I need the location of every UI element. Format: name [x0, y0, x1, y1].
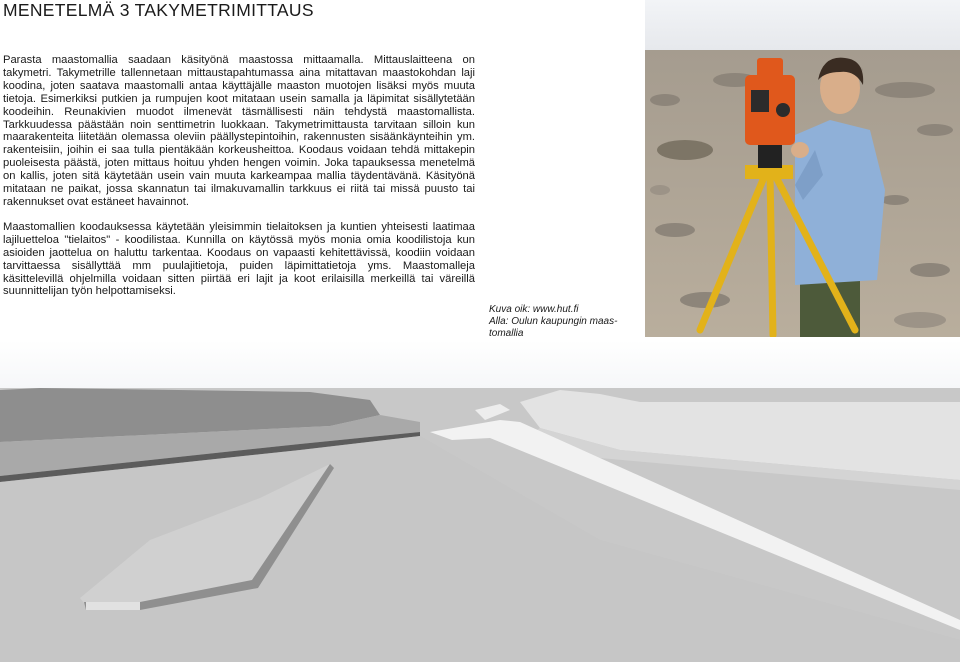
paragraph-coding: Maastomallien koodauksessa käytetään yleisimmin tielaitoksen ja kuntien yhteisesti laatimaa lajiluetteloa "tielaitos" - koodilistaa. Kunnilla on käytössä myös monia omia koodilistoja kun asioiden jaottelua on haluttu tarkentaa. Koodaus on vapaasti kehitettävissä, koodiin voidaan tarvittaessa sisällyttää mm puulajitietoja, puiden läpimittatietoja yms. Maastomalleja käsittelevillä ohjelmilla voidaan sitten piirtää eri lajit ja koot erilaisilla merkeillä tai väreillä suunnittelijan työn helpottamiseksi.: [3, 220, 475, 298]
terrain-model-render: [0, 340, 960, 662]
caption-line-1: Kuva oik: www.hut.fi: [489, 304, 579, 315]
terrain-model-illustration: [0, 340, 960, 662]
page-title: MENETELMÄ 3 TAKYMETRIMITTAUS: [3, 0, 314, 20]
caption-line-3: tomallia: [489, 328, 524, 339]
paragraph-measurement: Parasta maastomallia saadaan käsityönä maastossa mittaamalla. Mittauslaitteena on takymetri. Takymetrille tallennetaan mittaustapahtumassa aina mitattavan maastokohdan laji koodina, joten saatava maastomalli antaa käyttäjälle maaston muotojen lisäksi myös muuta tietoja. Esimerkiksi putkien ja rumpujen koot mitataan usein samalla ja läpimitat sisällytetään koodeihin. Reunakivien muodot ilmenevät täsmällisesti näin tehdystä maastomallista. Tarkkuudessa päästään noin senttimetrin luokkaan. Takymetrimittausta tarvitaan silloin kun maarakenteita liitetään olemassa oleviin päällystepintoihin, rakennusten sisäänkäynteihin ym. rakenteisiin, joihin ei saa tulla pientäkään korkeusheittoa. Koodaus voidaan tehdä mittakepin puoleisesta päästä, joten mittaus hoituu yhden hengen voimin. Joka tapauksessa menetelmä on kallis, joten sitä käytetään usein vain muuta karkeampaa mallia täydentävänä. Käsityönä mitataan ne paikat, jossa skannatun tai ilmakuvamallin tarkkuus ei riitä tai missä puusto tai rakennukset ovat estäneet havainnot.: [3, 54, 475, 208]
surveyor-photo: [645, 0, 960, 337]
body-text: [3, 54, 475, 310]
render-sky: [0, 340, 960, 388]
surveyor-photo-illustration: [645, 0, 960, 337]
figure-caption: [489, 304, 639, 340]
caption-line-2: Alla: Oulun kaupungin maas-: [489, 316, 618, 327]
